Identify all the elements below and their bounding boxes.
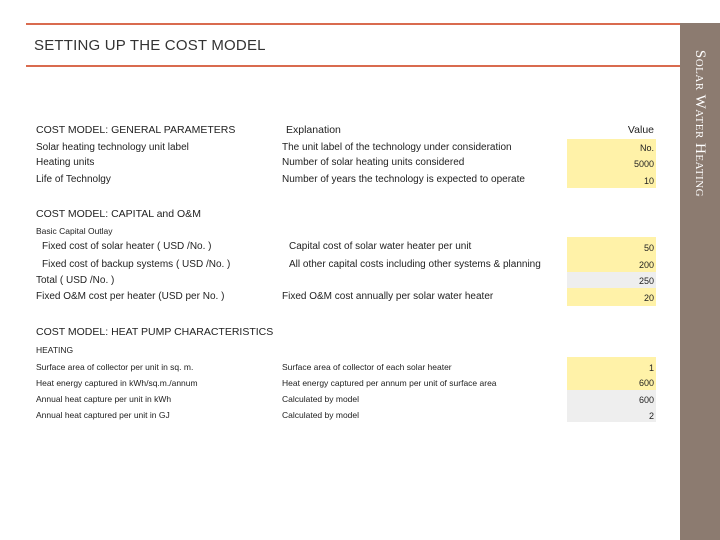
- capital-value-box: [567, 237, 656, 258]
- capital-row-explanation: All other capital costs including other systems & planning: [289, 259, 541, 270]
- heatpump-row-label: Heat energy captured in kWh/sq.m./annum: [36, 378, 198, 388]
- heatpump-row-label: Annual heat capture per unit in kWh: [36, 394, 172, 404]
- capital-row-value: 20: [643, 293, 654, 303]
- heatpump-row-value: 600: [638, 378, 654, 388]
- capital-subheading: Basic Capital Outlay: [36, 226, 113, 236]
- heatpump-row-value: 600: [638, 395, 654, 405]
- top-rule: [26, 23, 680, 25]
- capital-total-value: 250: [638, 276, 654, 286]
- general-row-explanation: The unit label of the technology under consideration: [282, 142, 512, 153]
- side-title: [680, 23, 720, 223]
- title-rule: [26, 65, 680, 67]
- heatpump-row-value: 2: [648, 411, 654, 421]
- heatpump-subheading: HEATING: [36, 345, 74, 355]
- capital-row-label: Fixed cost of backup systems ( USD /No. ): [42, 259, 231, 270]
- capital-row-value: 50: [643, 243, 654, 253]
- page-title: SETTING UP THE COST MODEL: [34, 37, 266, 54]
- general-row-label: Heating units: [36, 157, 95, 168]
- capital-row-label: Fixed cost of solar heater ( USD /No. ): [42, 241, 212, 252]
- heatpump-heading: COST MODEL: HEAT PUMP CHARACTERISTICS: [36, 326, 274, 338]
- general-heading: COST MODEL: GENERAL PARAMETERS: [36, 124, 236, 136]
- heatpump-row-label: Surface area of collector per unit in sq. m.: [36, 362, 194, 372]
- heatpump-row-explanation: Calculated by model: [282, 410, 360, 420]
- capital-row-value: 200: [638, 260, 654, 270]
- general-row-label: Life of Technolgy: [36, 174, 111, 185]
- heatpump-row-explanation: Surface area of collector of each solar heater: [282, 362, 452, 372]
- capital-row-explanation: Fixed O&M cost annually per solar water heater: [282, 291, 494, 302]
- general-row-explanation: Number of years the technology is expected to operate: [282, 174, 525, 185]
- capital-row-explanation: Capital cost of solar water heater per unit: [289, 241, 472, 252]
- capital-value-box: [567, 288, 656, 306]
- side-title-text: Solar Water Heating: [692, 49, 709, 197]
- general-row-value: No.: [639, 143, 654, 153]
- explanation-header: Explanation: [286, 124, 341, 136]
- general-row-value: 5000: [633, 159, 654, 169]
- heatpump-row-explanation: Heat energy captured per annum per unit of surface area: [282, 378, 497, 388]
- capital-total-label: Total ( USD /No. ): [36, 275, 115, 286]
- general-row-explanation: Number of solar heating units considered: [282, 157, 465, 168]
- general-row-value: 10: [643, 176, 654, 186]
- capital-heading: COST MODEL: CAPITAL and O&M: [36, 208, 201, 220]
- general-row-label: Solar heating technology unit label: [36, 142, 189, 153]
- heatpump-row-explanation: Calculated by model: [282, 394, 360, 404]
- capital-row-label: Fixed O&M cost per heater (USD per No. ): [36, 291, 225, 302]
- heatpump-row-value: 1: [648, 363, 654, 373]
- heatpump-row-label: Annual heat captured per unit in GJ: [36, 410, 170, 420]
- value-header: Value: [627, 124, 654, 136]
